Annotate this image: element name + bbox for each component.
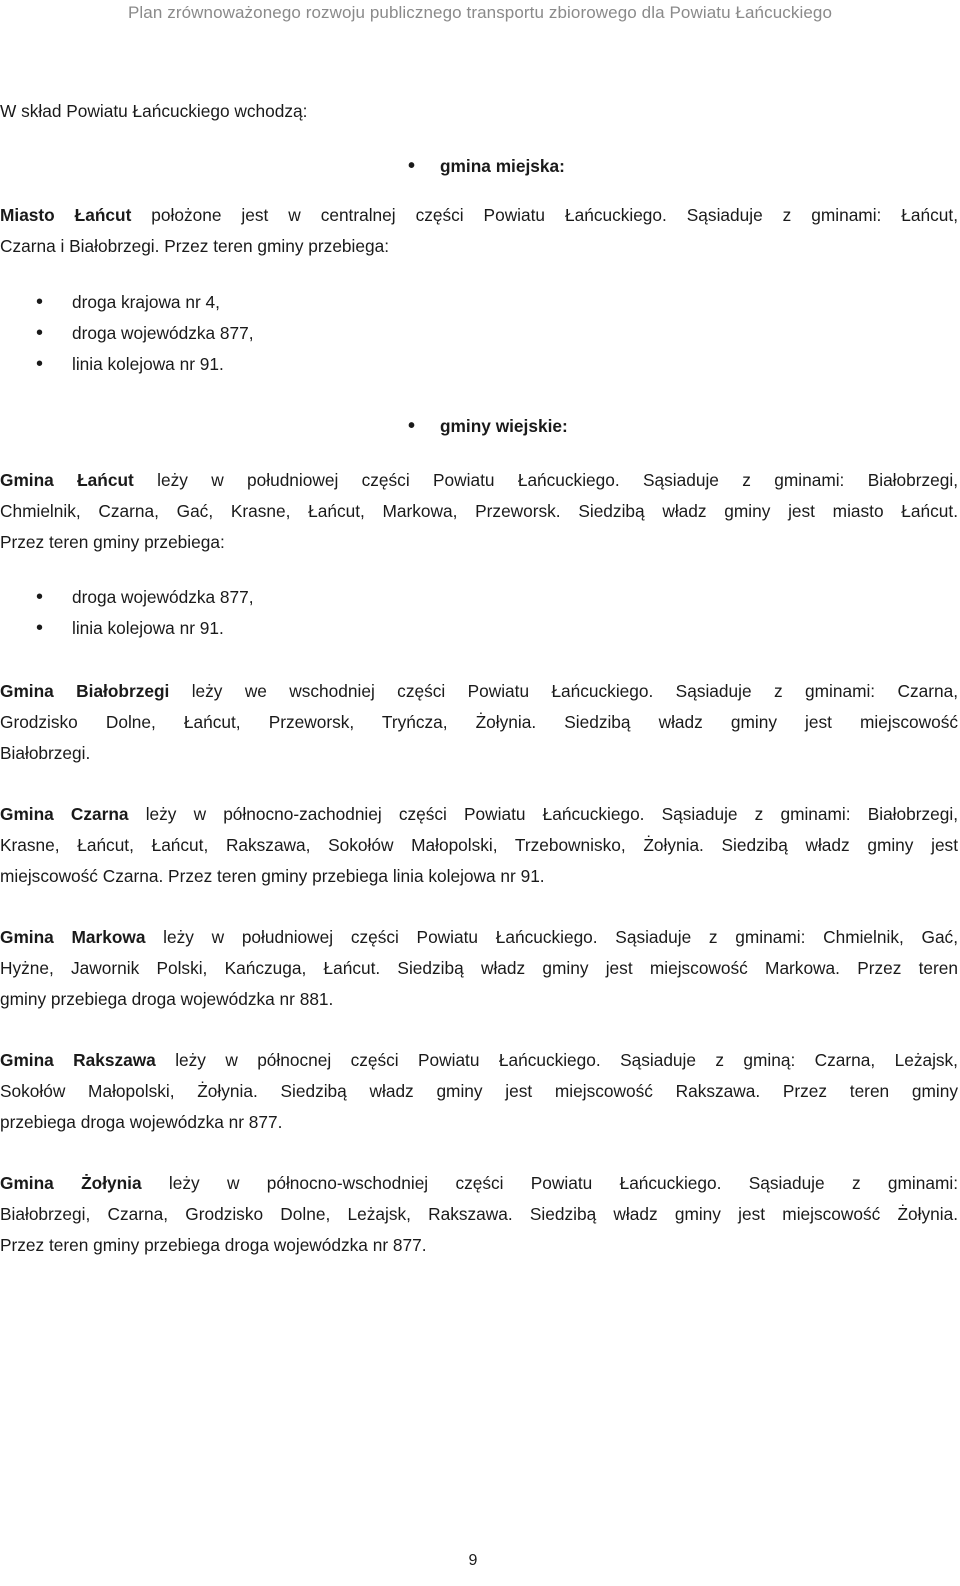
markowa-line2: Hyżne, Jawornik Polski, Kańczuga, Łańcut. Siedzibą władz gminy jest miejscowość Markowa. Przez teren <box>0 958 958 978</box>
zolynia-name: Gmina Żołynia <box>0 1173 142 1193</box>
intro-text: W skład Powiatu Łańcuckiego wchodzą: <box>0 101 308 121</box>
bialobrzegi-line3: Białobrzegi. <box>0 743 91 763</box>
czarna-line1: Gmina Czarna leży w północno-zachodniej części Powiatu Łańcuckiego. Sąsiaduje z gminami: Białobrzegi, <box>0 804 958 824</box>
zolynia-line3: Przez teren gminy przebiega droga wojewódzka nr 877. <box>0 1235 427 1255</box>
zolynia-line2: Białobrzegi, Czarna, Grodzisko Dolne, Leżajsk, Rakszawa. Siedzibą władz gminy jest miejscowość Żołynia. <box>0 1204 958 1224</box>
urban-paragraph-line1 <box>0 200 958 230</box>
rakszawa-name: Gmina Rakszawa <box>0 1050 156 1070</box>
list-item: • droga wojewódzka 877, <box>0 318 254 349</box>
czarna-line3: miejscowość Czarna. Przez teren gminy przebiega linia kolejowa nr 91. <box>0 866 545 886</box>
rakszawa-line3: przebiega droga wojewódzka nr 877. <box>0 1112 283 1132</box>
czarna-name: Gmina Czarna <box>0 804 129 824</box>
bialobrzegi-line1: Gmina Białobrzegi leży we wschodniej części Powiatu Łańcuckiego. Sąsiaduje z gminami: Czarna, <box>0 681 958 701</box>
rakszawa-line2: Sokołów Małopolski, Żołynia. Siedzibą władz gminy jest miejscowość Rakszawa. Przez teren gminy <box>0 1081 958 1101</box>
markowa-line3: gminy przebiega droga wojewódzka nr 881. <box>0 989 334 1009</box>
bialobrzegi-name: Gmina Białobrzegi <box>0 681 170 701</box>
urban-name: Miasto Łańcut <box>0 205 132 225</box>
lancut-line2: Chmielnik, Czarna, Gać, Krasne, Łańcut, Markowa, Przeworsk. Siedzibą władz gminy jest miasto Łańcut. <box>0 501 958 521</box>
rural-heading: • gminy wiejskie: <box>440 414 568 438</box>
page-number: 9 <box>468 1552 478 1569</box>
bialobrzegi-line2: Grodzisko Dolne, Łańcut, Przeworsk, Tryńcza, Żołynia. Siedzibą władz gminy jest miejscowość <box>0 712 958 732</box>
czarna-line2: Krasne, Łańcut, Łańcut, Rakszawa, Sokołów Małopolski, Trzebownisko, Żołynia. Siedzibą władz gminy jest <box>0 835 958 855</box>
urban-heading: • gmina miejska: <box>440 154 565 178</box>
lancut-line1: Gmina Łańcut leży w południowej części Powiatu Łańcuckiego. Sąsiaduje z gminami: Białobrzegi, <box>0 470 958 490</box>
zolynia-line1: Gmina Żołynia leży w północno-wschodniej części Powiatu Łańcuckiego. Sąsiaduje z gminami: <box>0 1173 959 1193</box>
urban-list <box>0 287 254 380</box>
lancut-line3: Przez teren gminy przebiega: <box>0 532 225 552</box>
list-item: • linia kolejowa nr 91. <box>0 613 254 644</box>
rakszawa-line1: Gmina Rakszawa leży w północnej części Powiatu Łańcuckiego. Sąsiaduje z gminą: Czarna, Leżajsk, <box>0 1050 958 1070</box>
lancut-list <box>0 582 254 644</box>
list-item: • droga krajowa nr 4, <box>0 287 254 318</box>
markowa-name: Gmina Markowa <box>0 927 146 947</box>
lancut-name: Gmina Łańcut <box>0 470 134 490</box>
page-header: Plan zrównoważonego rozwoju publicznego transportu zbiorowego dla Powiatu Łańcuckiego <box>127 3 833 22</box>
list-item: • droga wojewódzka 877, <box>0 582 254 613</box>
urban-paragraph-line2: Czarna i Białobrzegi. Przez teren gminy przebiega: <box>0 236 390 256</box>
markowa-line1: Gmina Markowa leży w południowej części Powiatu Łańcuckiego. Sąsiaduje z gminami: Chmielnik, Gać, <box>0 927 958 947</box>
list-item: • linia kolejowa nr 91. <box>0 349 254 380</box>
urban-text: położone jest w centralnej części Powiatu Łańcuckiego. Sąsiaduje z gminami: Łańcut, <box>131 205 958 225</box>
